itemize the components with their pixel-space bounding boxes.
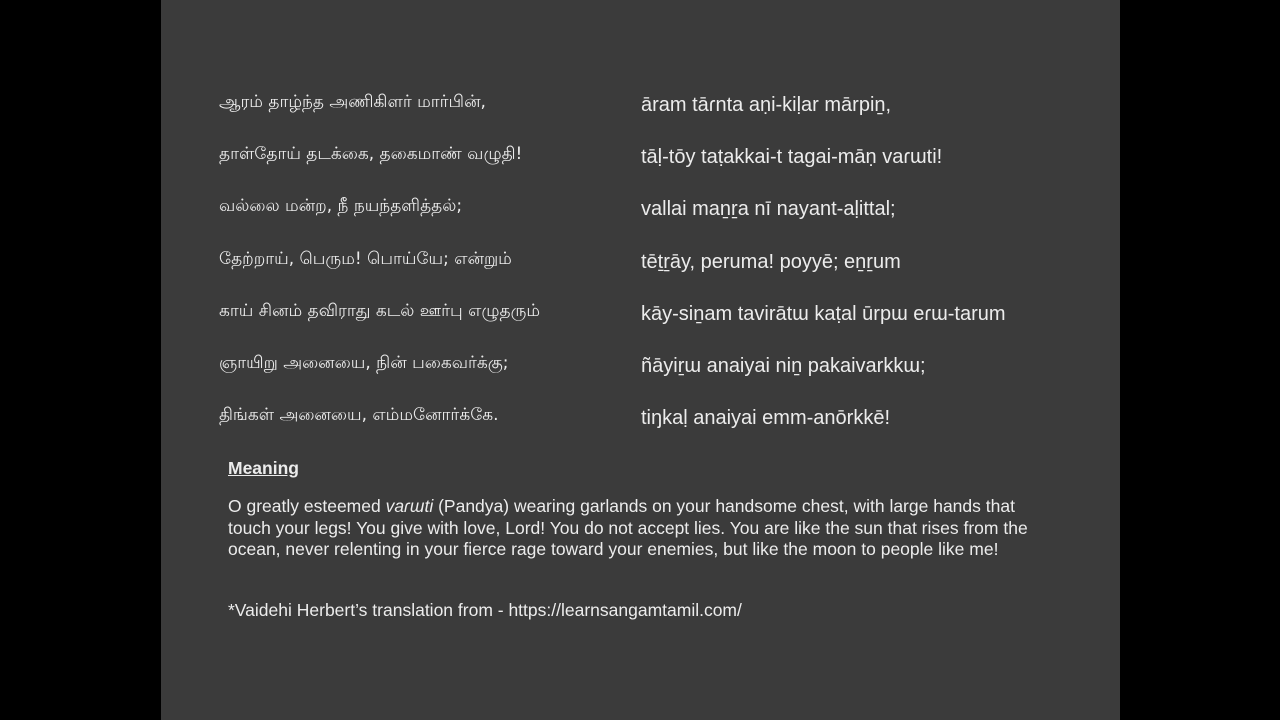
verse-line bbox=[219, 341, 1099, 393]
verse-line bbox=[219, 393, 1099, 445]
verse-line bbox=[219, 237, 1099, 289]
transliteration-line: kāy-siṉam tavirātɯ kaṭal ūrpɯ eɾɯ-tarum bbox=[641, 302, 1006, 325]
verse-line bbox=[219, 132, 1099, 184]
tamil-line: திங்கள் அனையை, எம்மனோர்க்கே. bbox=[219, 405, 499, 426]
transliteration-line: tiŋkaḷ anaiyai emm-anōrkkē! bbox=[641, 407, 890, 430]
tamil-line: ஆரம் தாழ்ந்த அணிகிளர் மார்பின், bbox=[219, 92, 486, 112]
slide bbox=[161, 0, 1120, 720]
tamil-line: தாள்தோய் தடக்கை, தகைமாண் வழுதி! bbox=[219, 144, 523, 165]
verse-line bbox=[219, 184, 1099, 236]
verse-line bbox=[219, 289, 1099, 341]
transliteration-line: tēṯṟāy, peruma! poyyē; eṉṟum bbox=[641, 250, 901, 273]
verse-list bbox=[219, 80, 1099, 445]
meaning-heading: Meaning bbox=[228, 458, 299, 478]
translation-credit: *Vaidehi Herbert’s translation from - https://learnsangamtamil.com/ bbox=[228, 600, 742, 620]
verse-line bbox=[219, 80, 1099, 132]
transliteration-line: vallai maṉṟa nī nayant-aḷittal; bbox=[641, 198, 896, 221]
transliteration-line: āram tāɾnta aṇi-kiḷar mārpiṉ, bbox=[641, 94, 892, 116]
transliteration-line: tāḷ-tōy taṭakkai-t tagai-māṇ vaɾɯti! bbox=[641, 146, 943, 169]
meaning-paragraph bbox=[228, 496, 1058, 561]
tamil-line: வல்லை மன்ற, நீ நயந்தளித்தல்; bbox=[219, 196, 463, 217]
meaning-text-start: O greatly esteemed bbox=[228, 496, 386, 516]
tamil-line: தேற்றாய், பெரும! பொய்யே; என்றும் bbox=[219, 248, 512, 269]
tamil-line: ஞாயிறு அனையை, நின் பகைவர்க்கு; bbox=[219, 352, 509, 373]
tamil-line: காய் சினம் தவிராது கடல் ஊர்பு எழுதரும் bbox=[219, 300, 541, 321]
meaning-text-end: (Pandya) wearing garlands on your handsome chest, with large hands that touch your legs! You give with love, Lord! You do not accept lies. You are like the sun that rises from the ocean, never relenting in your fierce rage toward your enemies, but like the moon to people like me! bbox=[228, 496, 1028, 560]
meaning-name-italic: vaɾɯti bbox=[385, 496, 434, 516]
transliteration-line: ñāyiṟɯ anaiyai niṉ pakaivarkkɯ; bbox=[641, 354, 926, 377]
